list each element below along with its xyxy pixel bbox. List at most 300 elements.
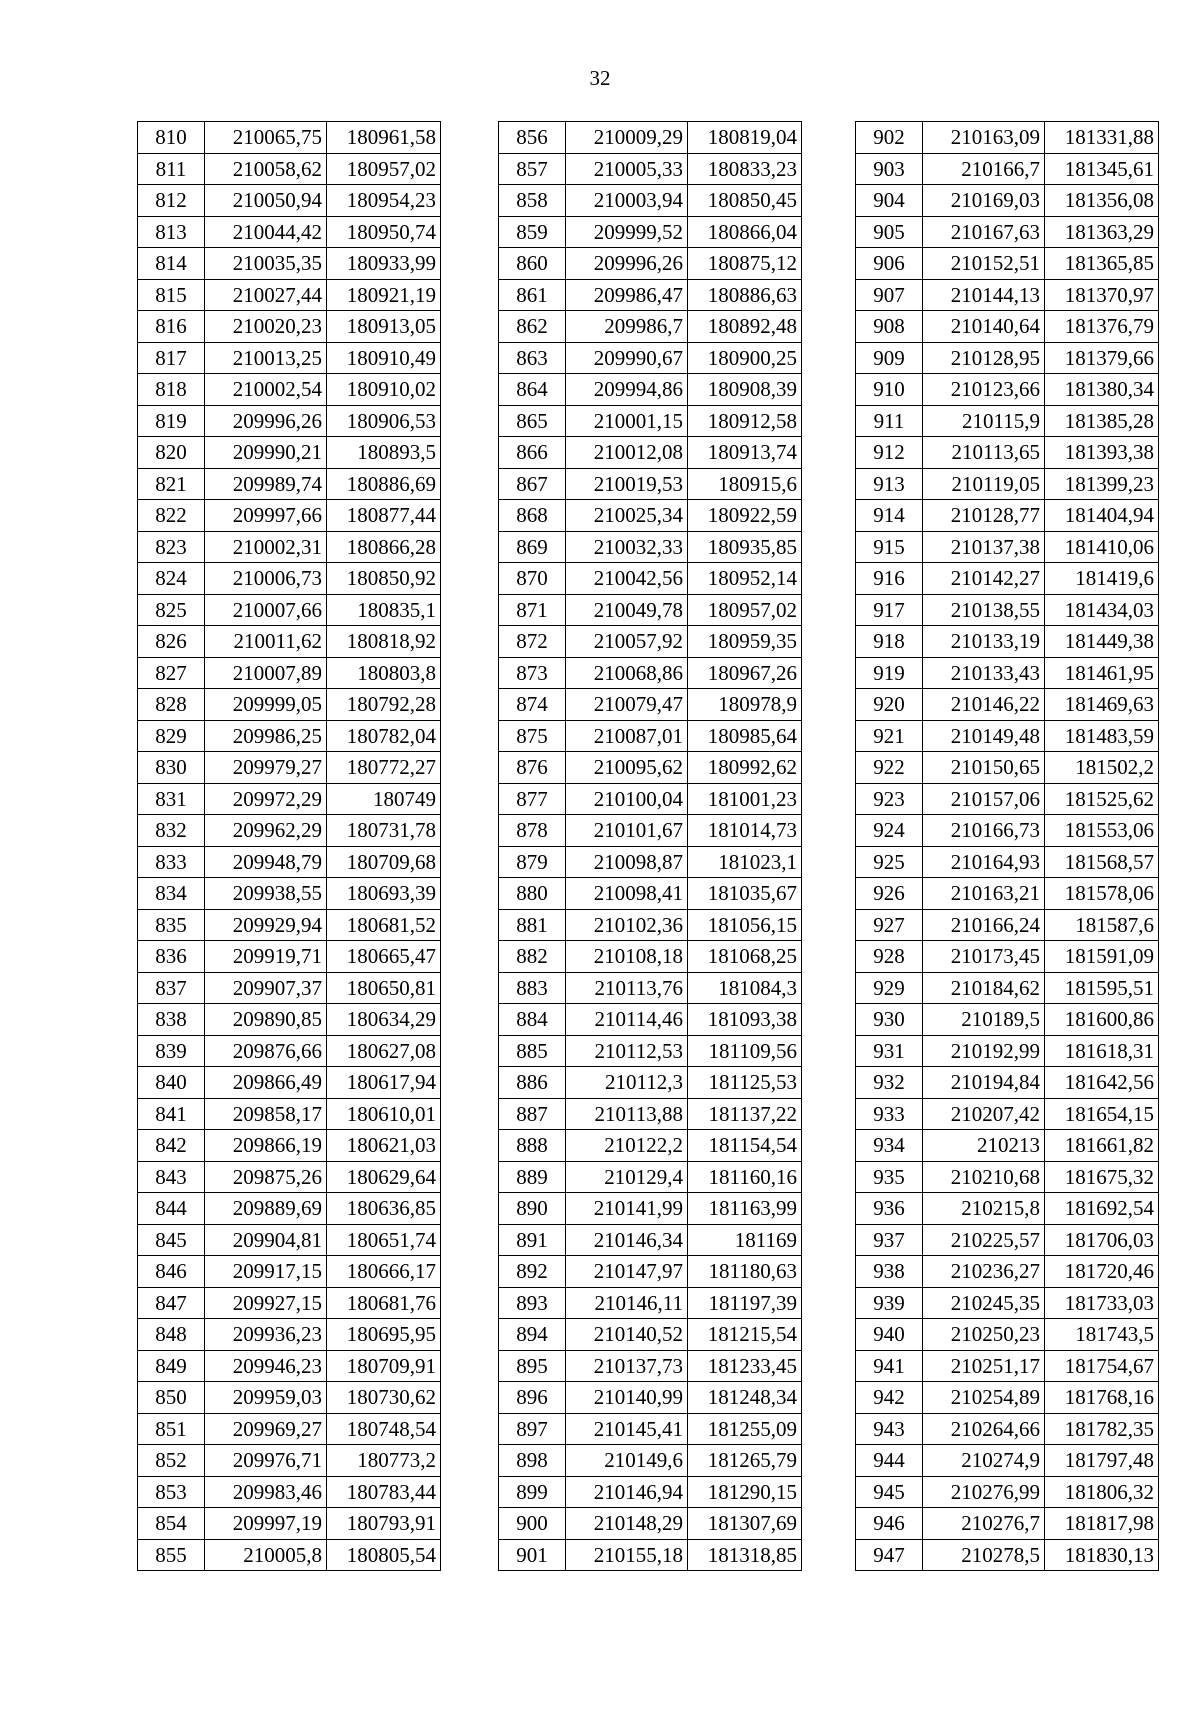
x-coordinate-cell: 209858,17 xyxy=(205,1098,327,1130)
table-row xyxy=(499,531,802,563)
point-number-cell: 905 xyxy=(856,216,923,248)
x-coordinate-cell: 210113,76 xyxy=(566,972,688,1004)
point-number-cell: 840 xyxy=(138,1067,205,1099)
table-row xyxy=(856,1098,1159,1130)
x-coordinate-cell: 210098,87 xyxy=(566,846,688,878)
y-coordinate-cell: 180792,28 xyxy=(327,689,441,721)
y-coordinate-cell: 180695,95 xyxy=(327,1319,441,1351)
point-number-cell: 945 xyxy=(856,1476,923,1508)
y-coordinate-cell: 180954,23 xyxy=(327,185,441,217)
y-coordinate-cell: 181675,32 xyxy=(1045,1161,1159,1193)
x-coordinate-cell: 210035,35 xyxy=(205,248,327,280)
table-row xyxy=(499,783,802,815)
table-row xyxy=(138,122,441,154)
y-coordinate-cell: 181591,09 xyxy=(1045,941,1159,973)
point-number-cell: 911 xyxy=(856,405,923,437)
x-coordinate-cell: 210079,47 xyxy=(566,689,688,721)
y-coordinate-cell: 181797,48 xyxy=(1045,1445,1159,1477)
x-coordinate-cell: 210150,65 xyxy=(923,752,1045,784)
table-row xyxy=(138,1287,441,1319)
x-coordinate-cell: 210148,29 xyxy=(566,1508,688,1540)
point-number-cell: 940 xyxy=(856,1319,923,1351)
point-number-cell: 939 xyxy=(856,1287,923,1319)
point-number-cell: 850 xyxy=(138,1382,205,1414)
table-row xyxy=(499,122,802,154)
table-row xyxy=(856,720,1159,752)
table-row xyxy=(856,1067,1159,1099)
table-row xyxy=(138,878,441,910)
y-coordinate-cell: 181180,63 xyxy=(688,1256,802,1288)
table-row xyxy=(856,1382,1159,1414)
point-number-cell: 935 xyxy=(856,1161,923,1193)
point-number-cell: 936 xyxy=(856,1193,923,1225)
point-number-cell: 922 xyxy=(856,752,923,784)
table-row xyxy=(499,1098,802,1130)
point-number-cell: 891 xyxy=(499,1224,566,1256)
x-coordinate-cell: 210005,8 xyxy=(205,1539,327,1571)
y-coordinate-cell: 180617,94 xyxy=(327,1067,441,1099)
x-coordinate-cell: 210101,67 xyxy=(566,815,688,847)
y-coordinate-cell: 181449,38 xyxy=(1045,626,1159,658)
point-number-cell: 823 xyxy=(138,531,205,563)
point-number-cell: 912 xyxy=(856,437,923,469)
x-coordinate-cell: 209904,81 xyxy=(205,1224,327,1256)
x-coordinate-cell: 210146,22 xyxy=(923,689,1045,721)
x-coordinate-cell: 209986,7 xyxy=(566,311,688,343)
table-row xyxy=(138,1256,441,1288)
y-coordinate-cell: 181782,35 xyxy=(1045,1413,1159,1445)
point-number-cell: 866 xyxy=(499,437,566,469)
table-row xyxy=(856,531,1159,563)
table-row xyxy=(856,563,1159,595)
y-coordinate-cell: 180985,64 xyxy=(688,720,802,752)
point-number-cell: 825 xyxy=(138,594,205,626)
point-number-cell: 852 xyxy=(138,1445,205,1477)
table-row xyxy=(499,1508,802,1540)
y-coordinate-cell: 181255,09 xyxy=(688,1413,802,1445)
table-row xyxy=(138,752,441,784)
y-coordinate-cell: 181578,06 xyxy=(1045,878,1159,910)
table-row xyxy=(138,185,441,217)
point-number-cell: 910 xyxy=(856,374,923,406)
y-coordinate-cell: 181806,32 xyxy=(1045,1476,1159,1508)
table-row xyxy=(856,342,1159,374)
x-coordinate-cell: 209919,71 xyxy=(205,941,327,973)
table-row xyxy=(499,1004,802,1036)
y-coordinate-cell: 180681,52 xyxy=(327,909,441,941)
y-coordinate-cell: 180933,99 xyxy=(327,248,441,280)
x-coordinate-cell: 210250,23 xyxy=(923,1319,1045,1351)
point-number-cell: 920 xyxy=(856,689,923,721)
x-coordinate-cell: 210138,55 xyxy=(923,594,1045,626)
point-number-cell: 833 xyxy=(138,846,205,878)
y-coordinate-cell: 180634,29 xyxy=(327,1004,441,1036)
y-coordinate-cell: 180935,85 xyxy=(688,531,802,563)
table-row xyxy=(499,1319,802,1351)
y-coordinate-cell: 180819,04 xyxy=(688,122,802,154)
y-coordinate-cell: 181706,03 xyxy=(1045,1224,1159,1256)
y-coordinate-cell: 181365,85 xyxy=(1045,248,1159,280)
table-row xyxy=(138,311,441,343)
x-coordinate-cell: 209999,52 xyxy=(566,216,688,248)
x-coordinate-cell: 210011,62 xyxy=(205,626,327,658)
point-number-cell: 880 xyxy=(499,878,566,910)
table-row xyxy=(499,311,802,343)
y-coordinate-cell: 181553,06 xyxy=(1045,815,1159,847)
table-row xyxy=(856,216,1159,248)
x-coordinate-cell: 210123,66 xyxy=(923,374,1045,406)
x-coordinate-cell: 209959,03 xyxy=(205,1382,327,1414)
point-number-cell: 845 xyxy=(138,1224,205,1256)
table-row xyxy=(499,153,802,185)
point-number-cell: 881 xyxy=(499,909,566,941)
x-coordinate-cell: 210274,9 xyxy=(923,1445,1045,1477)
y-coordinate-cell: 181331,88 xyxy=(1045,122,1159,154)
table-row xyxy=(499,1382,802,1414)
x-coordinate-cell: 209989,74 xyxy=(205,468,327,500)
table-row xyxy=(138,815,441,847)
x-coordinate-cell: 210058,62 xyxy=(205,153,327,185)
x-coordinate-cell: 210001,15 xyxy=(566,405,688,437)
point-number-cell: 913 xyxy=(856,468,923,500)
table-row xyxy=(138,342,441,374)
point-number-cell: 895 xyxy=(499,1350,566,1382)
y-coordinate-cell: 181370,97 xyxy=(1045,279,1159,311)
table-row xyxy=(856,122,1159,154)
point-number-cell: 937 xyxy=(856,1224,923,1256)
y-coordinate-cell: 180906,53 xyxy=(327,405,441,437)
y-coordinate-cell: 181084,3 xyxy=(688,972,802,1004)
x-coordinate-cell: 210166,73 xyxy=(923,815,1045,847)
y-coordinate-cell: 180730,62 xyxy=(327,1382,441,1414)
y-coordinate-cell: 180650,81 xyxy=(327,972,441,1004)
y-coordinate-cell: 181093,38 xyxy=(688,1004,802,1036)
table-row xyxy=(856,657,1159,689)
table-row xyxy=(138,1035,441,1067)
y-coordinate-cell: 180850,92 xyxy=(327,563,441,595)
x-coordinate-cell: 210020,23 xyxy=(205,311,327,343)
y-coordinate-cell: 181056,15 xyxy=(688,909,802,941)
table-row xyxy=(856,1476,1159,1508)
x-coordinate-cell: 210057,92 xyxy=(566,626,688,658)
y-coordinate-cell: 180910,49 xyxy=(327,342,441,374)
y-coordinate-cell: 181001,23 xyxy=(688,783,802,815)
y-coordinate-cell: 181587,6 xyxy=(1045,909,1159,941)
y-coordinate-cell: 180818,92 xyxy=(327,626,441,658)
y-coordinate-cell: 181137,22 xyxy=(688,1098,802,1130)
point-number-cell: 943 xyxy=(856,1413,923,1445)
y-coordinate-cell: 180749 xyxy=(327,783,441,815)
point-number-cell: 842 xyxy=(138,1130,205,1162)
table-row xyxy=(856,1193,1159,1225)
point-number-cell: 901 xyxy=(499,1539,566,1571)
x-coordinate-cell: 210019,53 xyxy=(566,468,688,500)
x-coordinate-cell: 210157,06 xyxy=(923,783,1045,815)
table-row xyxy=(138,1193,441,1225)
table-row xyxy=(856,1413,1159,1445)
point-number-cell: 906 xyxy=(856,248,923,280)
point-number-cell: 898 xyxy=(499,1445,566,1477)
table-row xyxy=(138,720,441,752)
y-coordinate-cell: 180651,74 xyxy=(327,1224,441,1256)
point-number-cell: 848 xyxy=(138,1319,205,1351)
table-row xyxy=(138,594,441,626)
table-row xyxy=(138,1161,441,1193)
x-coordinate-cell: 210194,84 xyxy=(923,1067,1045,1099)
y-coordinate-cell: 180783,44 xyxy=(327,1476,441,1508)
x-coordinate-cell: 210155,18 xyxy=(566,1539,688,1571)
x-coordinate-cell: 210140,64 xyxy=(923,311,1045,343)
x-coordinate-cell: 209948,79 xyxy=(205,846,327,878)
y-coordinate-cell: 180877,44 xyxy=(327,500,441,532)
x-coordinate-cell: 210003,94 xyxy=(566,185,688,217)
point-number-cell: 930 xyxy=(856,1004,923,1036)
point-number-cell: 874 xyxy=(499,689,566,721)
point-number-cell: 873 xyxy=(499,657,566,689)
x-coordinate-cell: 210115,9 xyxy=(923,405,1045,437)
x-coordinate-cell: 210251,17 xyxy=(923,1350,1045,1382)
point-number-cell: 835 xyxy=(138,909,205,941)
point-number-cell: 916 xyxy=(856,563,923,595)
y-coordinate-cell: 180666,17 xyxy=(327,1256,441,1288)
table-row xyxy=(499,563,802,595)
point-number-cell: 851 xyxy=(138,1413,205,1445)
point-number-cell: 927 xyxy=(856,909,923,941)
table-row xyxy=(499,279,802,311)
x-coordinate-cell: 210133,43 xyxy=(923,657,1045,689)
point-number-cell: 837 xyxy=(138,972,205,1004)
y-coordinate-cell: 180665,47 xyxy=(327,941,441,973)
table-row xyxy=(138,1130,441,1162)
y-coordinate-cell: 181215,54 xyxy=(688,1319,802,1351)
point-number-cell: 829 xyxy=(138,720,205,752)
y-coordinate-cell: 181163,99 xyxy=(688,1193,802,1225)
y-coordinate-cell: 181154,54 xyxy=(688,1130,802,1162)
x-coordinate-cell: 210007,89 xyxy=(205,657,327,689)
point-number-cell: 836 xyxy=(138,941,205,973)
point-number-cell: 815 xyxy=(138,279,205,311)
point-number-cell: 810 xyxy=(138,122,205,154)
y-coordinate-cell: 180913,74 xyxy=(688,437,802,469)
x-coordinate-cell: 210147,97 xyxy=(566,1256,688,1288)
y-coordinate-cell: 180629,64 xyxy=(327,1161,441,1193)
y-coordinate-cell: 180610,01 xyxy=(327,1098,441,1130)
table-row xyxy=(138,657,441,689)
point-number-cell: 827 xyxy=(138,657,205,689)
y-coordinate-cell: 181568,57 xyxy=(1045,846,1159,878)
table-row xyxy=(138,846,441,878)
y-coordinate-cell: 180921,19 xyxy=(327,279,441,311)
x-coordinate-cell: 209986,47 xyxy=(566,279,688,311)
x-coordinate-cell: 210112,3 xyxy=(566,1067,688,1099)
x-coordinate-cell: 209994,86 xyxy=(566,374,688,406)
x-coordinate-cell: 210095,62 xyxy=(566,752,688,784)
y-coordinate-cell: 181618,31 xyxy=(1045,1035,1159,1067)
point-number-cell: 889 xyxy=(499,1161,566,1193)
x-coordinate-cell: 210129,4 xyxy=(566,1161,688,1193)
point-number-cell: 934 xyxy=(856,1130,923,1162)
x-coordinate-cell: 210108,18 xyxy=(566,941,688,973)
point-number-cell: 885 xyxy=(499,1035,566,1067)
x-coordinate-cell: 210044,42 xyxy=(205,216,327,248)
point-number-cell: 841 xyxy=(138,1098,205,1130)
y-coordinate-cell: 180922,59 xyxy=(688,500,802,532)
y-coordinate-cell: 181023,1 xyxy=(688,846,802,878)
y-coordinate-cell: 181068,25 xyxy=(688,941,802,973)
table-row xyxy=(856,1130,1159,1162)
table-row xyxy=(138,563,441,595)
y-coordinate-cell: 181754,67 xyxy=(1045,1350,1159,1382)
point-number-cell: 855 xyxy=(138,1539,205,1571)
table-row xyxy=(499,941,802,973)
table-row xyxy=(138,531,441,563)
y-coordinate-cell: 181380,34 xyxy=(1045,374,1159,406)
x-coordinate-cell: 210146,34 xyxy=(566,1224,688,1256)
point-number-cell: 897 xyxy=(499,1413,566,1445)
y-coordinate-cell: 180961,58 xyxy=(327,122,441,154)
x-coordinate-cell: 210189,5 xyxy=(923,1004,1045,1036)
point-number-cell: 908 xyxy=(856,311,923,343)
table-row xyxy=(856,1287,1159,1319)
y-coordinate-cell: 181125,53 xyxy=(688,1067,802,1099)
y-coordinate-cell: 180866,28 xyxy=(327,531,441,563)
point-number-cell: 883 xyxy=(499,972,566,1004)
point-number-cell: 890 xyxy=(499,1193,566,1225)
y-coordinate-cell: 181307,69 xyxy=(688,1508,802,1540)
x-coordinate-cell: 210173,45 xyxy=(923,941,1045,973)
page-number: 32 xyxy=(589,66,611,90)
table-row xyxy=(138,909,441,941)
x-coordinate-cell: 209866,49 xyxy=(205,1067,327,1099)
y-coordinate-cell: 180772,27 xyxy=(327,752,441,784)
point-number-cell: 919 xyxy=(856,657,923,689)
point-number-cell: 875 xyxy=(499,720,566,752)
table-row xyxy=(499,405,802,437)
table-row xyxy=(856,941,1159,973)
y-coordinate-cell: 181035,67 xyxy=(688,878,802,910)
table-row xyxy=(856,374,1159,406)
x-coordinate-cell: 209938,55 xyxy=(205,878,327,910)
table-row xyxy=(856,878,1159,910)
point-number-cell: 846 xyxy=(138,1256,205,1288)
y-coordinate-cell: 181376,79 xyxy=(1045,311,1159,343)
table-row xyxy=(138,405,441,437)
x-coordinate-cell: 210032,33 xyxy=(566,531,688,563)
y-coordinate-cell: 180835,1 xyxy=(327,594,441,626)
x-coordinate-cell: 209927,15 xyxy=(205,1287,327,1319)
table-row xyxy=(499,752,802,784)
point-number-cell: 865 xyxy=(499,405,566,437)
point-number-cell: 894 xyxy=(499,1319,566,1351)
table-row xyxy=(499,657,802,689)
y-coordinate-cell: 181642,56 xyxy=(1045,1067,1159,1099)
x-coordinate-cell: 210254,89 xyxy=(923,1382,1045,1414)
table-row xyxy=(856,909,1159,941)
point-number-cell: 872 xyxy=(499,626,566,658)
table-row xyxy=(856,689,1159,721)
x-coordinate-cell: 210133,19 xyxy=(923,626,1045,658)
table-row xyxy=(138,500,441,532)
y-coordinate-cell: 180967,26 xyxy=(688,657,802,689)
x-coordinate-cell: 210122,2 xyxy=(566,1130,688,1162)
point-number-cell: 814 xyxy=(138,248,205,280)
point-number-cell: 942 xyxy=(856,1382,923,1414)
y-coordinate-cell: 181419,6 xyxy=(1045,563,1159,595)
y-coordinate-cell: 181345,61 xyxy=(1045,153,1159,185)
point-number-cell: 816 xyxy=(138,311,205,343)
table-row xyxy=(856,405,1159,437)
table-row xyxy=(499,468,802,500)
x-coordinate-cell: 209969,27 xyxy=(205,1413,327,1445)
point-number-cell: 856 xyxy=(499,122,566,154)
table-row xyxy=(138,468,441,500)
table-row xyxy=(499,846,802,878)
x-coordinate-cell: 210087,01 xyxy=(566,720,688,752)
y-coordinate-cell: 180913,05 xyxy=(327,311,441,343)
y-coordinate-cell: 180636,85 xyxy=(327,1193,441,1225)
table-row xyxy=(138,1004,441,1036)
table-row xyxy=(499,1445,802,1477)
point-number-cell: 915 xyxy=(856,531,923,563)
point-number-cell: 931 xyxy=(856,1035,923,1067)
table-row xyxy=(856,279,1159,311)
table-row xyxy=(138,1539,441,1571)
table-row xyxy=(856,468,1159,500)
point-number-cell: 888 xyxy=(499,1130,566,1162)
x-coordinate-cell: 210114,46 xyxy=(566,1004,688,1036)
table-row xyxy=(499,909,802,941)
x-coordinate-cell: 210163,09 xyxy=(923,122,1045,154)
table-row xyxy=(499,689,802,721)
x-coordinate-cell: 209962,29 xyxy=(205,815,327,847)
table-row xyxy=(499,1413,802,1445)
x-coordinate-cell: 209946,23 xyxy=(205,1350,327,1382)
x-coordinate-cell: 210006,73 xyxy=(205,563,327,595)
table-row xyxy=(499,1067,802,1099)
point-number-cell: 834 xyxy=(138,878,205,910)
table-row xyxy=(856,1035,1159,1067)
table-row xyxy=(138,1350,441,1382)
table-row xyxy=(138,153,441,185)
x-coordinate-cell: 210128,95 xyxy=(923,342,1045,374)
x-coordinate-cell: 210184,62 xyxy=(923,972,1045,1004)
table-row xyxy=(856,437,1159,469)
y-coordinate-cell: 181385,28 xyxy=(1045,405,1159,437)
table-row xyxy=(138,1067,441,1099)
y-coordinate-cell: 180681,76 xyxy=(327,1287,441,1319)
table-row xyxy=(138,783,441,815)
x-coordinate-cell: 210113,88 xyxy=(566,1098,688,1130)
point-number-cell: 909 xyxy=(856,342,923,374)
y-coordinate-cell: 181410,06 xyxy=(1045,531,1159,563)
x-coordinate-cell: 209890,85 xyxy=(205,1004,327,1036)
table-row xyxy=(499,1476,802,1508)
table-row xyxy=(138,279,441,311)
y-coordinate-cell: 180621,03 xyxy=(327,1130,441,1162)
y-coordinate-cell: 181654,15 xyxy=(1045,1098,1159,1130)
coordinate-table-1 xyxy=(137,121,441,1571)
y-coordinate-cell: 180886,63 xyxy=(688,279,802,311)
coordinate-table-3 xyxy=(855,121,1159,1571)
point-number-cell: 864 xyxy=(499,374,566,406)
table-row xyxy=(856,1508,1159,1540)
x-coordinate-cell: 210007,66 xyxy=(205,594,327,626)
x-coordinate-cell: 209996,26 xyxy=(205,405,327,437)
table-row xyxy=(856,815,1159,847)
table-row xyxy=(138,1445,441,1477)
x-coordinate-cell: 209999,05 xyxy=(205,689,327,721)
point-number-cell: 818 xyxy=(138,374,205,406)
